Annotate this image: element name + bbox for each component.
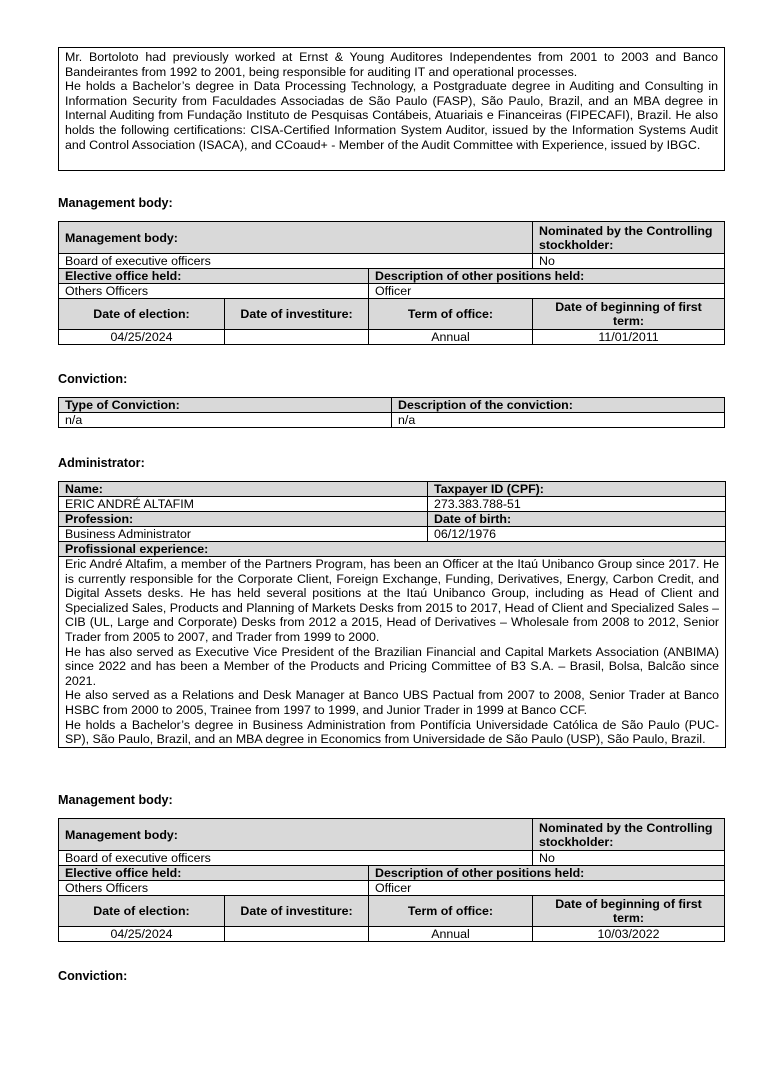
experience-paragraph: He has also served as Executive Vice President of the Brazilian Financial and Capital Markets Association (ANBIMA) since 2022 and has been a Member of the Products and Pricing Committee of B3 S.A. – Brasil, Bolsa, Balcão since 2021. [65, 644, 719, 688]
experience-paragraph: He holds a Bachelor’s degree in Business Administration from Pontifícia Universidade Católica de São Paulo (PUC-SP), São Paulo, Brazil, and an MBA degree in Economics from Universidade de São Paulo (USP), São Paulo, Brazil. [65, 717, 719, 747]
experience-paragraph: He holds a Bachelor’s degree in Data Processing Technology, a Postgraduate degree in Auditing and Consulting in Information Security from Faculdades Associadas de São Paulo (FASP), São Paulo, Brazil, and an MBA degree in Internal Auditing from Fundação Instituto de Pesquisas Contábeis, Atuariais e Financeiras (FIPECAFI), Brazil. He also holds the following certifications: CISA-Certified Information System Auditor, issued by the Information Systems Audit and Control Association (ISACA), and CCoaud+ - Member of the Audit Committee with Experience, issued by IBGC. [65, 79, 718, 152]
professional-experience-text [59, 557, 726, 748]
label-elective-office: Elective office held: [59, 866, 369, 881]
section-title-management-body: Management body: [58, 196, 173, 210]
administrator-table [58, 481, 726, 748]
date-of-investiture-value [225, 927, 369, 942]
elective-office-value: Others Officers [59, 284, 369, 299]
previous-experience-box [58, 47, 725, 171]
profession-value: Business Administrator [59, 527, 428, 542]
other-positions-value: Officer [369, 284, 725, 299]
date-of-election-value: 04/25/2024 [59, 330, 225, 345]
name-value: ERIC ANDRÉ ALTAFIM [59, 497, 428, 512]
experience-paragraph: Eric André Altafim, a member of the Partners Program, has been an Officer at the Itaú Unibanco Group since 2017. He is currently responsible for the Corporate Client, Foreign Exchange, Funding, Derivatives, Energy, Carbon Credit, and Digital Assets desks. He has held several positions at the Itaú Unibanco Group, including as Head of Client and Specialized Sales, Products and Planning of Markets Desks from 2015 to 2017, Head of Client and Specialized Sales – CIB (UL, Large and Corporate) Desks from 2012 a 2015, Head of Derivatives – Wholesale from 2008 to 2012, Senior Trader from 2005 to 2007, and Trader from 1999 to 2000. [65, 557, 719, 644]
label-nominated: Nominated by the Controlling stockholder: [533, 222, 725, 254]
other-positions-value: Officer [369, 881, 725, 896]
label-name: Name: [59, 482, 428, 497]
section-title-administrator: Administrator: [58, 456, 145, 470]
section-title-conviction: Conviction: [58, 969, 128, 983]
label-conviction-description: Description of the conviction: [392, 398, 725, 413]
section-title-conviction: Conviction: [58, 372, 128, 386]
label-date-of-investiture: Date of investiture: [225, 299, 369, 330]
label-first-term-date: Date of beginning of first term: [533, 896, 725, 927]
label-professional-experience: Profissional experience: [59, 542, 726, 557]
label-management-body: Management body: [59, 222, 533, 254]
label-type-of-conviction: Type of Conviction: [59, 398, 392, 413]
elective-office-value: Others Officers [59, 881, 369, 896]
management-body-table [58, 818, 725, 942]
label-profession: Profession: [59, 512, 428, 527]
label-date-of-election: Date of election: [59, 896, 225, 927]
label-other-positions: Description of other positions held: [369, 269, 725, 284]
experience-paragraph: He also served as a Relations and Desk Manager at Banco UBS Pactual from 2007 to 2008, Senior Trader at Banco HSBC from 2000 to 2005, Trainee from 1997 to 1999, and Junior Trader in 1999 at Banco CCF. [65, 688, 719, 717]
management-body-value: Board of executive officers [59, 254, 533, 269]
label-other-positions: Description of other positions held: [369, 866, 725, 881]
term-of-office-value: Annual [369, 927, 533, 942]
label-taxpayer-id: Taxpayer ID (CPF): [428, 482, 726, 497]
section-title-management-body: Management body: [58, 793, 173, 807]
nominated-value: No [533, 254, 725, 269]
conviction-type-value: n/a [59, 413, 392, 428]
first-term-date-value: 10/03/2022 [533, 927, 725, 942]
label-nominated: Nominated by the Controlling stockholder: [533, 819, 725, 851]
conviction-table [58, 397, 725, 428]
label-term-of-office: Term of office: [369, 299, 533, 330]
taxpayer-id-value: 273.383.788-51 [428, 497, 726, 512]
management-body-table [58, 221, 725, 345]
date-of-birth-value: 06/12/1976 [428, 527, 726, 542]
date-of-investiture-value [225, 330, 369, 345]
label-elective-office: Elective office held: [59, 269, 369, 284]
label-date-of-investiture: Date of investiture: [225, 896, 369, 927]
experience-paragraph: Mr. Bortoloto had previously worked at Ernst & Young Auditores Independentes from 2001 to 2003 and Banco Bandeirantes from 1992 to 2001, being responsible for auditing IT and operational processes. [65, 50, 718, 79]
date-of-election-value: 04/25/2024 [59, 927, 225, 942]
term-of-office-value: Annual [369, 330, 533, 345]
label-first-term-date: Date of beginning of first term: [533, 299, 725, 330]
first-term-date-value: 11/01/2011 [533, 330, 725, 345]
label-date-of-election: Date of election: [59, 299, 225, 330]
conviction-description-value: n/a [392, 413, 725, 428]
nominated-value: No [533, 851, 725, 866]
label-management-body: Management body: [59, 819, 533, 851]
label-term-of-office: Term of office: [369, 896, 533, 927]
label-date-of-birth: Date of birth: [428, 512, 726, 527]
management-body-value: Board of executive officers [59, 851, 533, 866]
